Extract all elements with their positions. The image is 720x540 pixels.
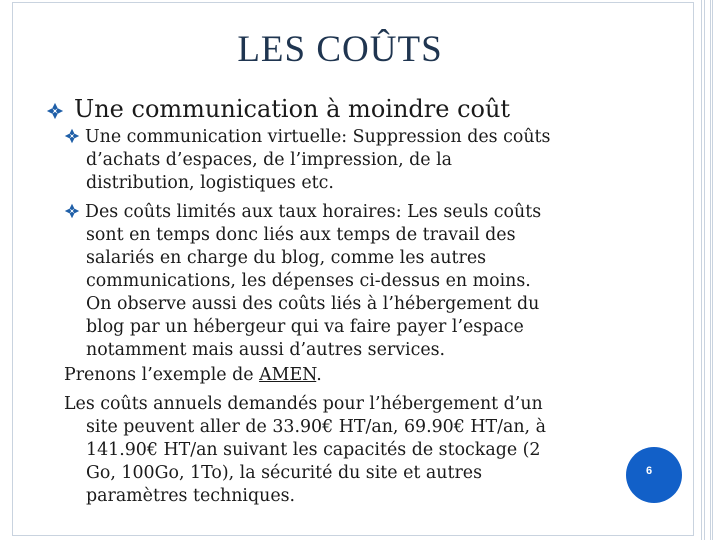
costs-line: site peuvent aller de 33.90€ HT/an, 69.90€ HT/an, à xyxy=(86,417,546,437)
diamond-bullet-icon xyxy=(46,102,64,120)
slide-title: LES COÛTS xyxy=(237,29,443,70)
sub-bullet-1-line: distribution, logistiques etc. xyxy=(86,173,334,193)
sub-bullet-1-line: d’achats d’espaces, de l’impression, de la xyxy=(86,150,453,170)
sub-bullet-2 xyxy=(64,201,624,362)
diamond-bullet-icon xyxy=(64,203,80,219)
costs-first-line: Les coûts annuels demandés pour l’hébergement d’un xyxy=(64,394,543,414)
main-bullet-text: Une communication à moindre coût xyxy=(74,95,511,123)
costs-line: paramètres techniques. xyxy=(86,486,296,506)
costs-paragraph xyxy=(64,393,624,508)
main-bullet xyxy=(46,94,510,124)
slide-edge-line xyxy=(710,0,713,540)
page-number-badge xyxy=(626,447,682,503)
amen-link[interactable]: AMEN xyxy=(259,365,317,385)
sub-bullet-2-line: communications, les dépenses ci-dessus en moins. xyxy=(86,271,531,291)
sub-bullet-2-line: On observe aussi des coûts liés à l’hébergement du xyxy=(86,294,540,314)
sub-bullet-2-line: sont en temps donc liés aux temps de travail des xyxy=(86,225,516,245)
example-prefix: Prenons l’exemple de xyxy=(64,365,260,385)
sub-bullet-1-first-line: Une communication virtuelle: Suppression des coûts xyxy=(85,127,551,147)
sub-bullet-2-line: notamment mais aussi d’autres services. xyxy=(86,340,446,360)
sub-bullet-2-line: blog par un hébergeur qui va faire payer l’espace xyxy=(86,317,524,337)
example-suffix: . xyxy=(316,365,322,385)
sub-bullet-2-line: salariés en charge du blog, comme les autres xyxy=(86,248,487,268)
sub-bullet-1 xyxy=(64,126,624,195)
costs-line: Go, 100Go, 1To), la sécurité du site et autres xyxy=(86,463,483,483)
costs-line: 141.90€ HT/an suivant les capacités de stockage (2 xyxy=(86,440,541,460)
page-number: 6 xyxy=(646,465,653,477)
sub-bullet-2-first-line: Des coûts limités aux taux horaires: Les seuls coûts xyxy=(85,202,542,222)
example-paragraph xyxy=(64,364,624,387)
diamond-bullet-icon xyxy=(64,128,80,144)
slide-edge-line xyxy=(701,0,705,540)
